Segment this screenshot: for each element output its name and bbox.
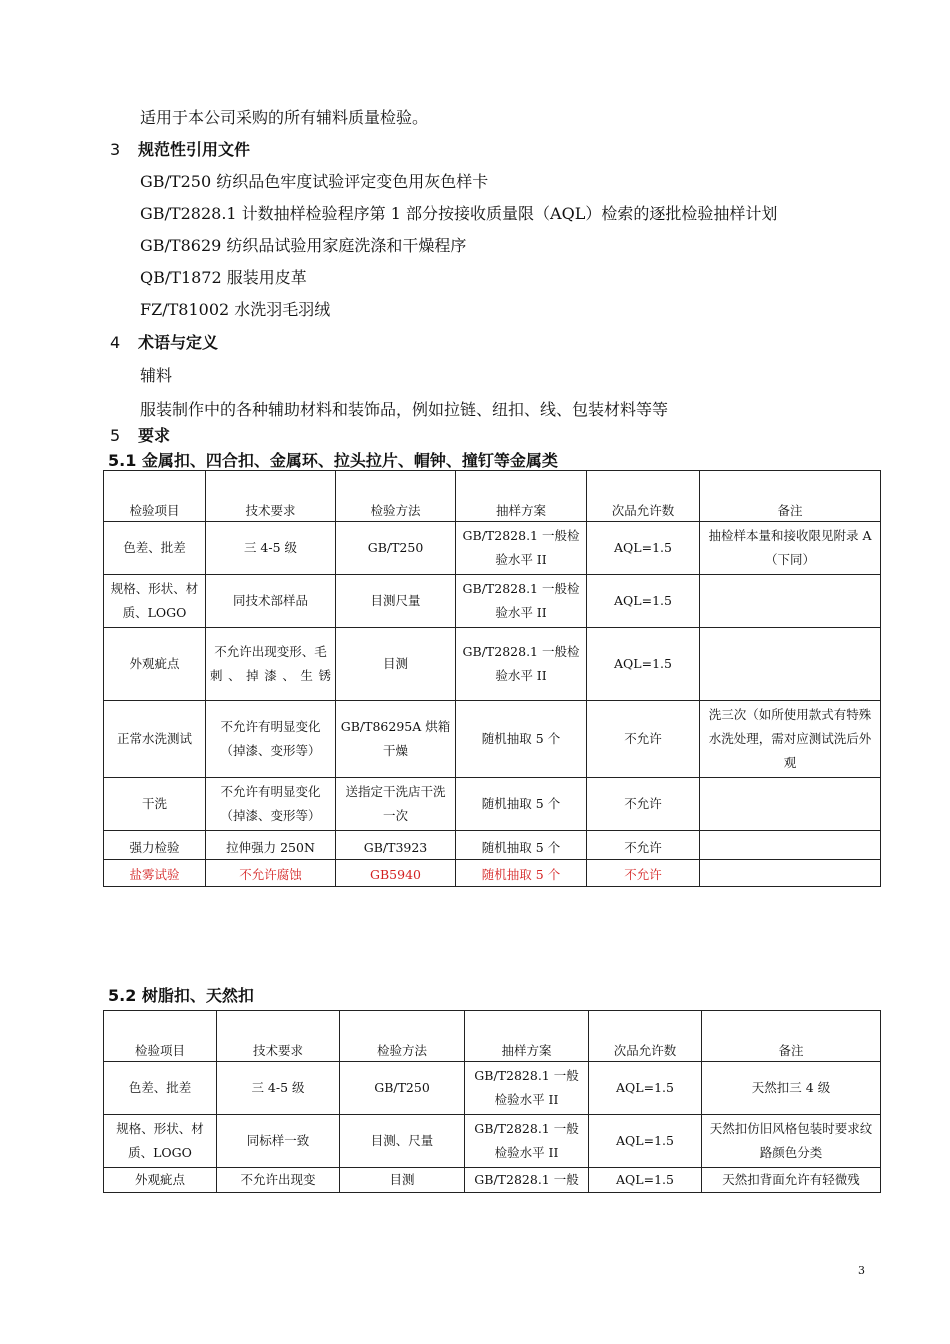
section-4-heading xyxy=(110,333,218,353)
table-cell: 随机抽取 5 个 xyxy=(456,860,587,887)
table-cell: 三 4-5 级 xyxy=(206,522,336,575)
table-cell xyxy=(700,860,881,887)
header-cell: 抽样方案 xyxy=(456,471,587,522)
table-cell xyxy=(700,778,881,831)
table-cell: 不允许 xyxy=(587,860,700,887)
table-cell: GB/T2828.1 一般检验水平 II xyxy=(465,1115,589,1168)
table-cell: 干洗 xyxy=(104,778,206,831)
section-5-heading xyxy=(110,426,170,446)
section-3-heading xyxy=(110,140,250,160)
table-cell: 不允许 xyxy=(587,701,700,778)
term-name: 辅料 xyxy=(140,366,173,385)
table-row xyxy=(104,628,881,701)
section-title: 术语与定义 xyxy=(138,333,219,352)
table-cell: 随机抽取 5 个 xyxy=(456,778,587,831)
table2-title: 5.2 树脂扣、天然扣 xyxy=(108,986,254,1005)
reference-item: GB/T8629 纺织品试验用家庭洗涤和干燥程序 xyxy=(140,236,467,255)
page-number: 3 xyxy=(858,1264,865,1277)
header-cell: 备注 xyxy=(702,1011,881,1062)
table-header-row xyxy=(104,471,881,522)
reference-item: GB/T250 纺织品色牢度试验评定变色用灰色样卡 xyxy=(140,172,489,191)
table-cell: 同标样一致 xyxy=(217,1115,340,1168)
table-cell: AQL=1.5 xyxy=(589,1062,702,1115)
table-cell: 外观疵点 xyxy=(104,1168,217,1193)
table-cell: GB/T2828.1 一般检验水平 II xyxy=(465,1062,589,1115)
table-row-highlighted xyxy=(104,860,881,887)
header-cell: 次品允许数 xyxy=(589,1011,702,1062)
table-cell xyxy=(700,628,881,701)
table-cell: 色差、批差 xyxy=(104,522,206,575)
reference-item: QB/T1872 服装用皮革 xyxy=(140,268,307,287)
table-cell: 随机抽取 5 个 xyxy=(456,701,587,778)
header-cell: 技术要求 xyxy=(206,471,336,522)
header-cell: 检验项目 xyxy=(104,471,206,522)
table-cell: 抽检样本量和接收限见附录 A（下同） xyxy=(700,522,881,575)
reference-item: GB/T2828.1 计数抽样检验程序第 1 部分按接收质量限（AQL）检索的逐批检验抽样计划 xyxy=(140,204,778,223)
table-row xyxy=(104,701,881,778)
table-cell: 外观疵点 xyxy=(104,628,206,701)
table-cell: GB/T250 xyxy=(336,522,456,575)
table-cell: 洗三次（如所使用款式有特殊水洗处理，需对应测试洗后外观 xyxy=(700,701,881,778)
table-cell: 不允许出现变 xyxy=(217,1168,340,1193)
table-cell: 色差、批差 xyxy=(104,1062,217,1115)
table-cell: 目测 xyxy=(340,1168,465,1193)
table-row xyxy=(104,575,881,628)
resin-buttons-table xyxy=(103,1010,881,1193)
section-number: 4 xyxy=(110,333,121,352)
table-cell: GB/T3923 xyxy=(336,831,456,860)
table-cell: 不允许出现变形、毛刺、掉漆、生锈 xyxy=(206,628,336,701)
header-cell: 检验方法 xyxy=(340,1011,465,1062)
table-cell: GB/T250 xyxy=(340,1062,465,1115)
table-cell xyxy=(700,831,881,860)
table-cell: 不允许 xyxy=(587,778,700,831)
header-cell: 技术要求 xyxy=(217,1011,340,1062)
table-cell: GB/T2828.1 一般检验水平 II xyxy=(456,628,587,701)
table-cell: 随机抽取 5 个 xyxy=(456,831,587,860)
table-row xyxy=(104,1062,881,1115)
header-cell: 备注 xyxy=(700,471,881,522)
table-cell: 不允许腐蚀 xyxy=(206,860,336,887)
table-cell: 不允许 xyxy=(587,831,700,860)
table-cell: 三 4-5 级 xyxy=(217,1062,340,1115)
table-cell: 目测 xyxy=(336,628,456,701)
table-cell: 天然扣仿旧风格包装时要求纹路颜色分类 xyxy=(702,1115,881,1168)
section-number: 5 xyxy=(110,426,121,445)
header-cell: 检验方法 xyxy=(336,471,456,522)
table-cell: GB5940 xyxy=(336,860,456,887)
table-cell: GB/T2828.1 一般检验水平 II xyxy=(456,522,587,575)
table-cell: 正常水洗测试 xyxy=(104,701,206,778)
term-definition: 服装制作中的各种辅助材料和装饰品，例如拉链、纽扣、线、包装材料等等 xyxy=(140,400,669,419)
metal-parts-table xyxy=(103,470,881,887)
section-title: 规范性引用文件 xyxy=(138,140,251,159)
table-row xyxy=(104,522,881,575)
table-cell: 规格、形状、材质、LOGO xyxy=(104,575,206,628)
reference-item: FZ/T81002 水洗羽毛羽绒 xyxy=(140,300,331,319)
table-cell: AQL=1.5 xyxy=(587,522,700,575)
table-cell: 送指定干洗店干洗一次 xyxy=(336,778,456,831)
section-number: 3 xyxy=(110,140,121,159)
table-cell: AQL=1.5 xyxy=(587,628,700,701)
section-title: 要求 xyxy=(138,426,171,445)
header-cell: 检验项目 xyxy=(104,1011,217,1062)
table-cell xyxy=(700,575,881,628)
table-cell: GB/T2828.1 一般检验水平 II xyxy=(456,575,587,628)
table-cell: 不允许有明显变化（掉漆、变形等） xyxy=(206,778,336,831)
table-header-row xyxy=(104,1011,881,1062)
table-cell: 强力检验 xyxy=(104,831,206,860)
table-cell: AQL=1.5 xyxy=(589,1168,702,1193)
table-cell: 不允许有明显变化（掉漆、变形等） xyxy=(206,701,336,778)
table-cell: 盐雾试验 xyxy=(104,860,206,887)
table-cell: AQL=1.5 xyxy=(587,575,700,628)
table-row xyxy=(104,1115,881,1168)
table-cell: 天然扣三 4 级 xyxy=(702,1062,881,1115)
table-cell: 目测尺量 xyxy=(336,575,456,628)
table-cell: 拉伸强力 250N xyxy=(206,831,336,860)
table-cell: 规格、形状、材质、LOGO xyxy=(104,1115,217,1168)
header-cell: 次品允许数 xyxy=(587,471,700,522)
table-row xyxy=(104,831,881,860)
table-row xyxy=(104,1168,881,1193)
table-cell: GB/T86295A 烘箱干燥 xyxy=(336,701,456,778)
table-cell: 目测、尺量 xyxy=(340,1115,465,1168)
table-cell: 同技术部样品 xyxy=(206,575,336,628)
table-cell: AQL=1.5 xyxy=(589,1115,702,1168)
table-cell: 天然扣背面允许有轻微残 xyxy=(702,1168,881,1193)
table1-title: 5.1 金属扣、四合扣、金属环、拉头拉片、帽钟、撞钉等金属类 xyxy=(108,451,558,470)
table-cell: GB/T2828.1 一般 xyxy=(465,1168,589,1193)
header-cell: 抽样方案 xyxy=(465,1011,589,1062)
table-row xyxy=(104,778,881,831)
intro-text: 适用于本公司采购的所有辅料质量检验。 xyxy=(140,108,429,127)
